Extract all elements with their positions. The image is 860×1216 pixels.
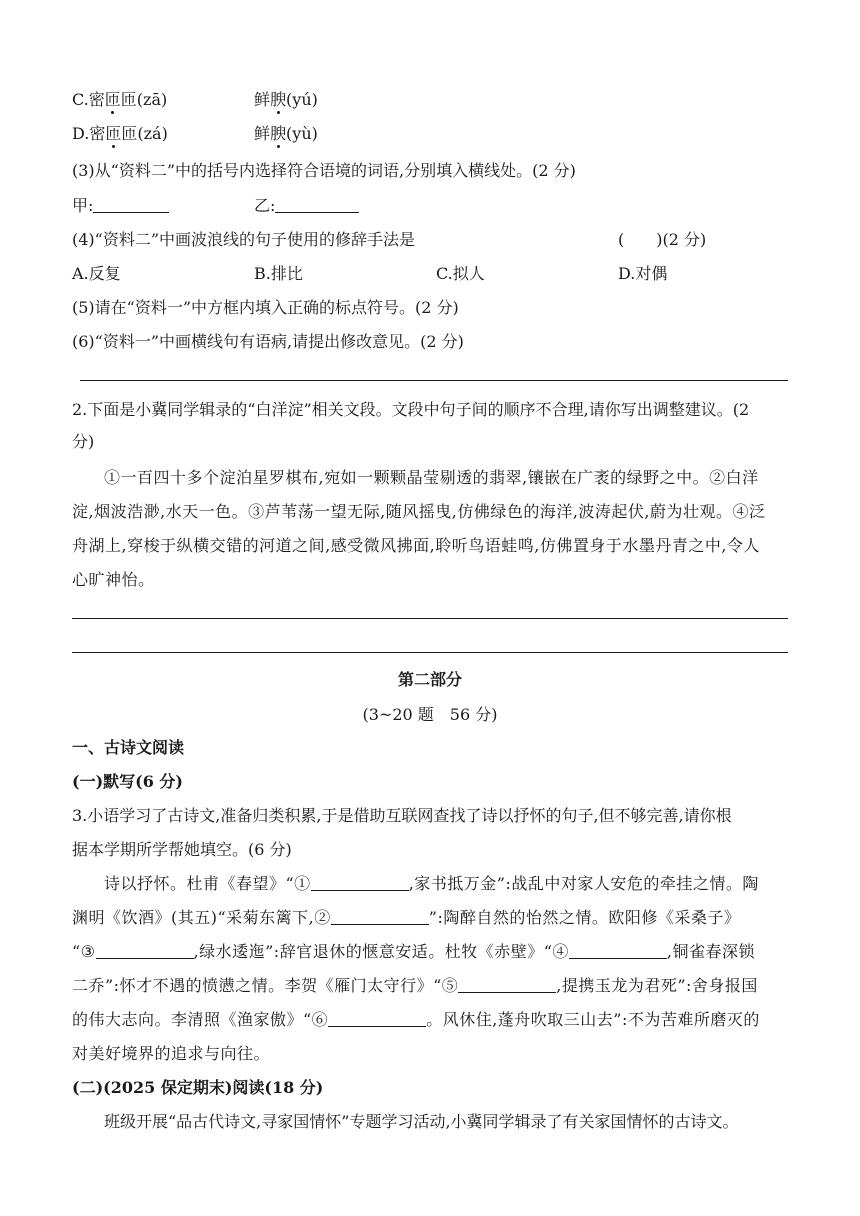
option-a: A.反复 [72,264,121,283]
option-c-word1: C.密匝匝(zā) [72,90,168,109]
part-title: 第二部分 [397,670,462,689]
question-1-5: (5)请在“资料一”中方框内填入正确的标点符号。(2 分) [72,298,459,317]
passage-line: 心旷神怡。 [72,570,155,589]
option-d-word2: 鲜腴(yù) [254,124,318,143]
blank-5[interactable] [458,976,556,993]
answer-line[interactable] [72,652,788,653]
question-1-3: (3)从“资料二”中的括号内选择符合语境的词语,分别填入横线处。(2 分) [72,161,576,180]
option-d: D.对偶 [618,264,668,283]
question-1-4-answer-paren: ( )(2 分) [618,230,707,249]
fill-line: 二乔”:怀才不遇的愤懑之情。李贺《雁门太守行》“⑤ ,提携玉龙为君死”:舍身报国 [72,976,758,995]
question-2-prompt-cont: 分) [72,432,95,451]
blank-3[interactable] [96,942,194,959]
option-c: C.拟人 [436,264,485,283]
fill-line: 对美好境界的追求与向往。 [72,1044,271,1063]
answer-jia-blank[interactable] [93,196,169,213]
blank-6[interactable] [328,1010,426,1027]
question-2-prompt: 2.下面是小冀同学辑录的“白洋淀”相关文段。文段中句子间的顺序不合理,请你写出调整建议。(2 [72,400,750,419]
answer-jia-label: 甲: [72,196,169,216]
fill-line: “③ ,绿水逶迤”:辞官退休的惬意安适。杜牧《赤壁》“④ ,铜雀春深锁 [72,942,755,961]
answer-yi-label: 乙: [254,196,359,216]
subsection-heading: (二)(2025 保定期末)阅读(18 分) [72,1078,324,1097]
fill-line: 的伟大志向。李清照《渔家傲》“⑥ 。风休住,蓬舟吹取三山去”:不为苦难所磨灭的 [72,1010,760,1029]
blank-4[interactable] [569,942,667,959]
option-b: B.排比 [254,264,303,283]
question-1-6: (6)“资料一”中画横线句有语病,请提出修改意见。(2 分) [72,332,464,351]
fill-line: 诗以抒怀。杜甫《春望》“① ,家书抵万金”:战乱中对家人安危的牵挂之情。陶 [104,874,759,893]
option-c-word2: 鲜腴(yú) [254,90,318,109]
question-1-4: (4)“资料二”中画波浪线的句子使用的修辞手法是 [72,230,416,249]
reading-intro: 班级开展“品古代诗文,寻家国情怀”专题学习活动,小冀同学辑录了有关家国情怀的古诗文。 [104,1112,739,1131]
blank-1[interactable] [311,874,409,891]
question-3-prompt: 3.小语学习了古诗文,准备归类积累,于是借助互联网查找了诗以抒怀的句子,但不够完善,请你根 [72,806,732,825]
answer-line[interactable] [80,380,788,381]
option-d-word1: D.密匝匝(zá) [72,124,168,143]
passage-line: 淀,烟波浩渺,水天一色。③芦苇荡一望无际,随风摇曳,仿佛绿色的海洋,波涛起伏,蔚为壮观。④泛 [72,502,766,521]
answer-line[interactable] [72,618,788,619]
question-3-prompt-cont: 据本学期所学帮她填空。(6 分) [72,840,292,859]
answer-yi-blank[interactable] [275,196,359,213]
blank-2[interactable] [331,908,429,925]
part-subtitle: (3~20 题 56 分) [362,705,498,724]
subsection-heading: (一)默写(6 分) [72,772,183,791]
passage-line: 舟湖上,穿梭于纵横交错的河道之间,感受微风拂面,聆听鸟语蛙鸣,仿佛置身于水墨丹青之中,令人 [72,536,760,555]
section-heading: 一、古诗文阅读 [72,738,185,757]
fill-line: 渊明《饮酒》(其五)“采菊东篱下,② ”:陶醉自然的怡然之情。欧阳修《采桑子》 [72,908,741,927]
passage-line: ①一百四十多个淀泊星罗棋布,宛如一颗颗晶莹剔透的翡翠,镶嵌在广袤的绿野之中。②白洋 [104,468,759,487]
